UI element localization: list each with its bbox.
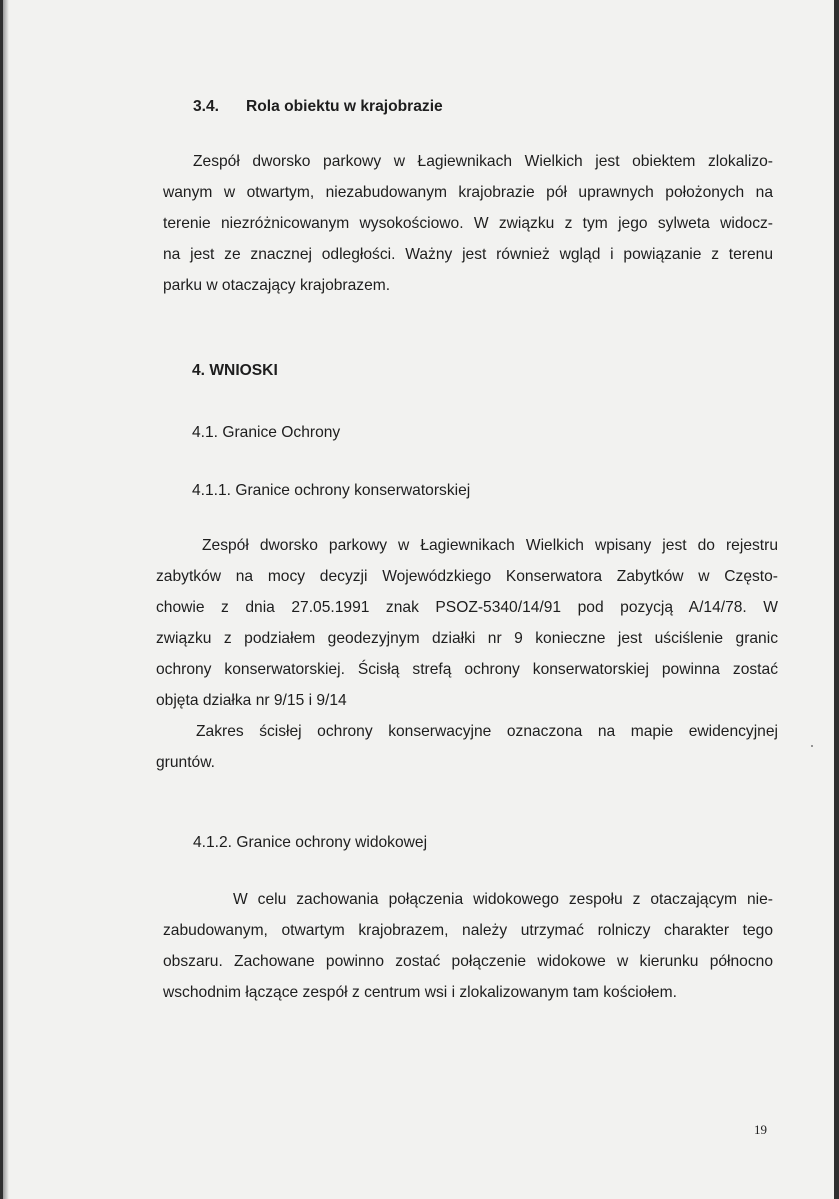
paragraph-line: wschodnim łączące zespół z centrum wsi i zlokalizowanym tam kościołem. <box>163 984 677 1001</box>
paragraph-line: objęta działka nr 9/15 i 9/14 <box>156 692 347 709</box>
heading-4-1: 4.1. Granice Ochrony <box>192 424 341 441</box>
heading-4-wnioski: 4. WNIOSKI <box>192 362 278 379</box>
paragraph-4-1-2 <box>163 884 773 1008</box>
paragraph-line: zabudowanym, otwartym krajobrazem, należy utrzymać rolniczy charakter tego <box>163 922 773 939</box>
paragraph-line: zabytków na mocy decyzji Wojewódzkiego Konserwatora Zabytków w Często- <box>156 568 778 585</box>
heading-3-4-number: 3.4. <box>193 98 220 115</box>
paragraph-line: parku w otaczający krajobrazem. <box>163 277 391 294</box>
paragraph-line: ochrony konserwatorskiej. Ścisłą strefą ochrony konserwatorskiej powinna zostać <box>156 661 778 678</box>
page-number: 19 <box>754 1122 767 1137</box>
paragraph-line: związku z podziałem geodezyjnym działki nr 9 konieczne jest uściślenie granic <box>156 630 778 647</box>
paragraph-line: Zakres ścisłej ochrony konserwacyjne oznaczona na mapie ewidencyjnej <box>196 723 778 740</box>
paragraph-line: obszaru. Zachowane powinno zostać połączenie widokowe w kierunku północno <box>163 953 773 970</box>
scan-speck <box>811 745 813 747</box>
heading-4-1-1: 4.1.1. Granice ochrony konserwatorskiej <box>192 482 471 499</box>
paragraph-3-4 <box>163 146 773 301</box>
heading-4-1-2: 4.1.2. Granice ochrony widokowej <box>193 834 428 851</box>
heading-3-4-title: Rola obiektu w krajobrazie <box>246 98 443 115</box>
paragraph-4-1-1 <box>156 530 778 778</box>
heading-3-4 <box>193 91 443 122</box>
paragraph-line: chowie z dnia 27.05.1991 znak PSOZ-5340/14/91 pod pozycją A/14/78. W <box>156 599 778 616</box>
document-page <box>3 0 834 1199</box>
paragraph-line: na jest ze znacznej odległości. Ważny jest również wgląd i powiązanie z terenu <box>163 246 773 263</box>
paragraph-line: W celu zachowania połączenia widokowego zespołu z otaczającym nie- <box>233 891 773 908</box>
paragraph-line: gruntów. <box>156 754 215 771</box>
paragraph-line: Zespół dworsko parkowy w Łagiewnikach Wielkich jest obiektem zlokalizo- <box>193 153 773 170</box>
paragraph-line: wanym w otwartym, niezabudowanym krajobrazie pół uprawnych położonych na <box>163 184 773 201</box>
paragraph-line: terenie niezróżnicowanym wysokościowo. W związku z tym jego sylweta widocz- <box>163 215 773 232</box>
paragraph-line: Zespół dworsko parkowy w Łagiewnikach Wielkich wpisany jest do rejestru <box>202 537 778 554</box>
scan-edge-shadow <box>3 0 9 1199</box>
